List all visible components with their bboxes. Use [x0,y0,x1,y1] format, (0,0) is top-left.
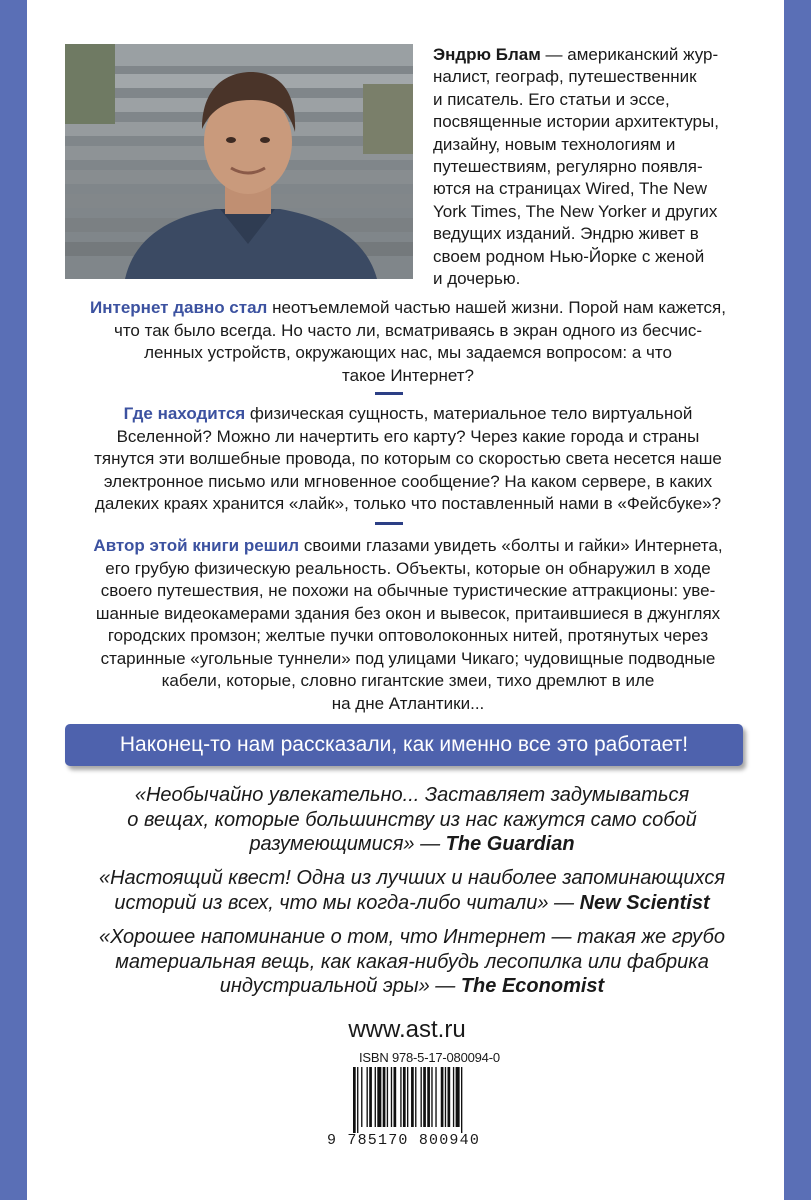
paragraph-line: городских промзон; желтые пучки оптоволоконных нитей, протянутых через [107,626,709,645]
quote-line: материальная вещь, как какая-нибудь лесопилка или фабрика [115,950,709,973]
where-paragraph [63,403,753,516]
bio-line: своем родном Нью-Йорке с женой [433,246,705,266]
review-quote [67,866,757,915]
bio-line: — американский жур- [540,45,719,64]
barcode-bar [377,1067,381,1127]
quote-line: «Хорошее напоминание о том, что Интернет — такая же грубо [99,926,725,948]
barcode-bar [461,1067,462,1133]
quote-source: New Scientist [579,891,710,914]
paragraph-line: ленных устройств, окружающих нас, мы задаемся вопросом: а что [144,343,672,362]
barcode-bar [361,1067,362,1127]
barcode-bar [394,1067,397,1127]
quote-line: «Настоящий квест! Одна из лучших и наиболее запоминающихся [98,867,726,889]
barcode-bar [423,1067,426,1127]
barcode-bar [383,1067,386,1127]
cover-page [27,0,784,1200]
barcode-bar [456,1067,460,1127]
barcode-bar [367,1067,368,1127]
separator [375,522,403,525]
bio-line: и дочерью. [433,269,521,289]
quote-line: разумеющимися» — [249,833,446,855]
paragraph-lead: Интернет давно стал [90,298,268,317]
bio-line: посвященные истории архитектуры, [433,112,719,132]
publisher-website: www.ast.ru [348,1016,466,1043]
paragraph-line: Вселенной? Можно ли начертить его карту? Через какие города и страны [116,426,700,446]
paragraph-line: электронное письмо или мгновенное сообщение? На каком сервере, в каких [103,471,713,491]
paragraph-line: своего путешествия, не похожи на обычные туристические аттракционы: уве- [100,581,716,600]
barcode-bar [435,1067,436,1127]
barcode-bar [375,1067,376,1127]
paragraph-lead: Автор этой книги решил [93,536,300,555]
barcode-bar [357,1067,358,1133]
barcode-bar [387,1067,388,1127]
barcode-bar [421,1067,422,1127]
barcode-bar [391,1067,392,1127]
isbn-barcode [327,1050,500,1160]
author-name: Эндрю Блам [433,45,541,64]
barcode-bar [427,1067,430,1127]
bio-line: налист, географ, путешественник [433,67,697,87]
barcode-bar [411,1067,414,1127]
barcode-bar [353,1067,356,1133]
separator [375,392,403,395]
barcode-bar [407,1067,408,1127]
barcode-bar [400,1067,401,1127]
barcode-bar [369,1067,372,1127]
isbn-label: ISBN 978-5-17-080094-0 [359,1050,500,1065]
paragraph-line: тянутся эти волшебные провода, по которым со скоростью света несется наше [94,449,722,468]
quote-line: индустриальной эры» — [219,975,461,997]
paragraph-line: далеких краях хранится «лайк», только что поставленный нами в «Фейсбуке»? [94,494,722,513]
paragraph-line: своими глазами увидеть «болты и гайки» Интернета, [299,536,723,555]
author-bio [433,44,769,290]
paragraph-line: физическая сущность, материальное тело виртуальной [245,404,693,423]
barcode-bar [403,1067,406,1127]
author-photo-image [65,44,413,279]
paragraph-line: кабели, которые, словно гигантские змеи, тихо дремлют в иле [161,671,655,690]
paragraph-line: шанные видеокамерами здания без окон и вывесок, притаившиеся в джунглях [95,603,721,623]
barcode-bar [453,1067,454,1127]
barcode-bars [351,1067,511,1133]
paragraph-line: на дне Атлантики... [331,693,485,713]
review-quote [67,925,757,999]
paragraph-line: что так было всегда. Но часто ли, всматриваясь в экран одного из бесчис- [113,320,703,340]
bio-line: и писатель. Его статьи и эссе, [433,89,670,109]
paragraph-line: старинные «угольные туннели» под улицами Чикаго; чудовищные подводные [100,648,716,668]
quote-line: о вещах, которые большинству из нас кажутся само собой [127,808,697,831]
author-paragraph [63,535,753,715]
paragraph-line: неотъемлемой частью нашей жизни. Порой нам кажется, [267,298,726,317]
barcode-bar [431,1067,432,1127]
tagline-banner: Наконец-то нам рассказали, как именно все это работает! [65,724,743,766]
isbn-digits: 9 785170 800940 [327,1132,481,1149]
barcode-bar [448,1067,451,1127]
bio-line: ведущих изданий. Эндрю живет в [433,224,699,244]
review-quote [67,783,757,857]
paragraph-line: его грубую физическую реальность. Объекты, которые он обнаружил в ходе [105,558,711,578]
barcode-bar [445,1067,446,1127]
quote-source: The Guardian [445,833,575,855]
barcode-bar [441,1067,444,1127]
bio-line: York Times, The New Yorker и других [433,201,718,221]
paragraph-line: такое Интернет? [342,365,474,385]
quote-source: The Economist [460,975,605,997]
bio-line: дизайну, новым технологиям и [433,134,676,154]
bio-line: путешествиям, регулярно появля- [433,157,703,177]
paragraph-lead: Где находится [123,404,246,423]
quote-line: историй из всех, что мы когда-либо читали» — [114,891,580,914]
bio-line: ются на страницах Wired, The New [433,179,708,199]
quote-line: «Необычайно увлекательно... Заставляет задумываться [134,784,690,806]
barcode-bar [415,1067,416,1127]
author-photo [65,44,413,279]
intro-paragraph [63,297,753,387]
